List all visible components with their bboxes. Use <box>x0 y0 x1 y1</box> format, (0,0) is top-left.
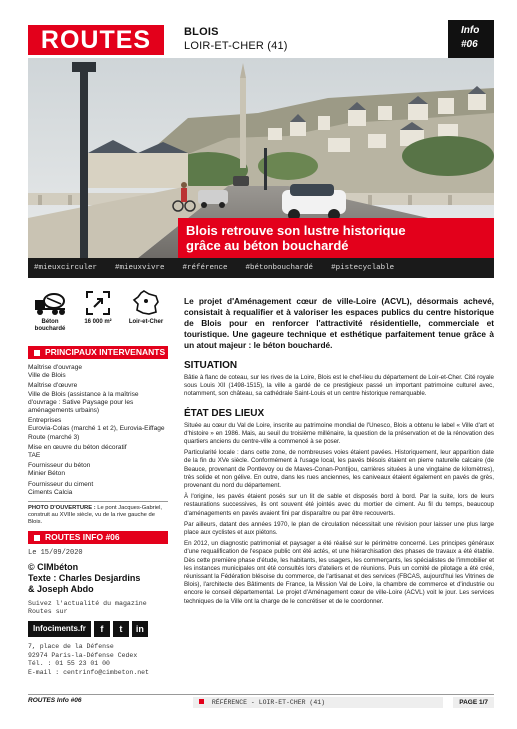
address-block <box>28 643 168 677</box>
copyright: © CIMbéton <box>28 562 79 573</box>
hashtag[interactable]: #référence <box>182 264 228 272</box>
publication-date: Le 15/09/2020 <box>28 549 83 558</box>
mixer-truck-icon <box>33 290 67 316</box>
section-title-etat-des-lieux: ÉTAT DES LIEUX <box>184 407 265 419</box>
actors-title: PRINCIPAUX INTERVENANTS <box>45 347 166 357</box>
actor-value: Ville de Blois <box>28 372 66 380</box>
photo-caption-label: PHOTO D'OUVERTURE : <box>28 505 96 512</box>
page-footer <box>28 694 494 707</box>
square-bullet-icon <box>34 535 40 541</box>
square-bullet-icon <box>34 350 40 356</box>
france-map-icon <box>132 290 160 316</box>
infociments-link[interactable]: Infociments.fr <box>28 621 91 637</box>
square-bullet-icon <box>199 699 204 704</box>
department-subtitle: LOIR-ET-CHER (41) <box>184 40 288 52</box>
actors-list <box>28 364 168 497</box>
issue-badge-line1: Info <box>461 25 480 36</box>
paragraph: En 2012, un diagnostic patrimonial et paysager a été réalisé sur le périmètre concerné. Les principes généraux d'une requalification de l'espace public ont été actés, et une hiérarchisation des phases de travaux a été établie. Dès cette première phase d'étude, les habitants, les usagers, les commerçants, les spécialistes de l'immobilier et les instances municipales ont été consultés lors d'ateliers et de réunions. Puis un comité de pilotage a été créé, réunissant la Fédération blésoise du commerce, de l'artisanat et des services (FBCAS, aujourd'hui les Vitrines de Blois), l'architecte des Bâtiments de France, la Mission Val de Loire, la chambre de commerce et d'industrie ou encore le conseil départemental. Le projet d'Aménagement cœur de ville-Loire (ACVL) voit le jour. Les services techniques de la Ville ont la charge de le concrétiser et de le coordonner. <box>184 540 494 605</box>
address-line2: 92974 Paris-la-Défense Cedex <box>28 651 138 659</box>
actor-role: Entreprises <box>28 417 62 425</box>
key-figure-location <box>124 290 168 346</box>
actor-value: TAE <box>28 452 41 460</box>
hashtag[interactable]: #pistecyclable <box>331 264 395 272</box>
actor-value: Ciments Calcia <box>28 488 73 496</box>
actor-role: Mise en œuvre du béton décoratif <box>28 443 127 451</box>
follow-text: Suivez l'actualité du magazine Routes sur <box>28 600 147 616</box>
hashtag[interactable]: #mieuxcirculer <box>34 264 98 272</box>
actor-role: Fournisseur du béton <box>28 462 91 470</box>
linkedin-icon[interactable]: in <box>132 621 148 637</box>
issue-badge-line2: #06 <box>461 39 478 50</box>
city-title: BLOIS <box>184 26 219 38</box>
footer-reference-text: RÉFÉRENCE - LOIR-ET-CHER (41) <box>211 699 326 706</box>
article-body <box>184 296 494 609</box>
actor-value: Eurovia-Colas (marché 1 et 2), Eurovia-Eiffage Route (marché 3) <box>28 425 165 441</box>
page-header <box>0 0 517 58</box>
actor-role: Maîtrise d'ouvrage <box>28 364 83 371</box>
sidebar <box>28 290 168 677</box>
twitter-icon[interactable]: t <box>113 621 129 637</box>
issue-badge <box>448 20 494 58</box>
headline-line1: Blois retrouve son lustre historique <box>186 223 406 238</box>
footer-issue: ROUTES Info #06 <box>28 697 82 704</box>
actor-role: Fournisseur du ciment <box>28 480 94 488</box>
paragraph: À l'origine, les pavés étaient posés sur un lit de sable et disposés bord à bord. Par la suite, lors de leurs restaurations successives, ils ont souvent été jointés avec du mortier de ciment. Au fil du temps, beaucoup d'aménagements en pavés avaient fini par disparaître ou par être recouverts. <box>184 493 494 517</box>
section-title-situation: SITUATION <box>184 360 238 371</box>
email[interactable]: E-mail : centrinfo@cimbeton.net <box>28 668 149 676</box>
section-bar-routes-info <box>28 531 168 544</box>
key-figures <box>28 290 168 346</box>
paragraph: Particularité locale : dans cette zone, de nombreuses voies étaient pavées. Historiquement, leur apparition date de la fin du XVe siècle. Conformément à l'usage local, les pavés blésois étaient en pierre naturelle calcaire (de Beauce, provenant de Pontlevoy ou de Maves-Conan-Pontijou, carrières situées à une vingtaine de kilomètres), très solide et non gélive. En outre, dans les rues anciennes, les caniveaux étaient également en pavés de grès, provenant du nord du département. <box>184 449 494 490</box>
area-icon <box>85 290 111 316</box>
key-figure-label: Béton bouchardé <box>34 319 66 332</box>
routes-logo: ROUTES <box>28 25 164 55</box>
article-headline <box>178 218 494 258</box>
key-figure-area <box>76 290 120 346</box>
hashtag[interactable]: #mieuxvivre <box>115 264 165 272</box>
paragraph: Située au cœur du Val de Loire, inscrite au patrimoine mondial de l'Unesco, Blois a obtenu le label « Ville d'art et d'histoire » en 1986. Mais, au seuil du troisième millénaire, la question de la préservation et de la rénovation des quartiers anciens du centre-ville a commencé à se poser. <box>184 421 494 446</box>
hashtag-strip <box>28 258 494 278</box>
text-author: Texte : Charles Desjardins <box>28 573 141 584</box>
actor-role: Maîtrise d'œuvre <box>28 382 78 390</box>
social-links <box>28 621 168 637</box>
text-coauthor: & Joseph Abdo <box>28 584 94 595</box>
hashtag[interactable]: #bétonbouchardé <box>245 264 314 272</box>
footer-reference <box>193 697 443 708</box>
routes-info-title: ROUTES INFO #06 <box>45 532 120 543</box>
photo-caption-text: Le pont Jacques-Gabriel, construit au XVIIIe siècle, vu de la rive gauche de Blois. <box>28 505 163 526</box>
key-figure-label: Loir-et-Cher <box>128 319 164 325</box>
facebook-icon[interactable]: f <box>94 621 110 637</box>
credits <box>28 562 168 595</box>
article-lead: Le projet d'Aménagement cœur de ville-Loire (ACVL), désormais achevé, consistait à requalifier et à valoriser les espaces publics du centre historique de Blois pour en renforcer l'attractivité résidentielle, commerciale et touristique. Une gageure technique et esthétique parfaitement tenue grâce à un atout majeur : le béton bouchardé. <box>184 296 494 350</box>
key-figure-concrete <box>28 290 72 346</box>
paragraph: Bâtie à flanc de coteau, sur les rives de la Loire, Blois est le chef-lieu du département de Loir-et-Cher. Cité royale sous Louis XII (1498-1515), la ville a gardé de ce prestigieux passé un important patrimoine culturel avec, notamment, son château, sa cathédrale Saint-Louis et un centre historique remarquable. <box>184 374 494 398</box>
address-line1: 7, place de la Défense <box>28 643 114 651</box>
paragraph: Par ailleurs, datant des années 1970, le plan de circulation nécessitait une révision pour laisser une plus large place aux cyclistes et aux piétons. <box>184 520 494 537</box>
photo-caption <box>28 501 168 526</box>
phone: Tél. : 01 55 23 01 00 <box>28 660 110 668</box>
key-figure-label: 16 000 m² <box>84 319 112 325</box>
section-bar-actors <box>28 346 168 359</box>
actor-value: Minier Béton <box>28 470 66 478</box>
page-number: PAGE 1/7 <box>453 697 494 708</box>
headline-line2: grâce au béton bouchardé <box>186 238 349 253</box>
actor-value: Ville de Blois (assistance à la maîtrise d'ouvrage : Sative Paysage pour les aménagements urbains) <box>28 390 139 415</box>
